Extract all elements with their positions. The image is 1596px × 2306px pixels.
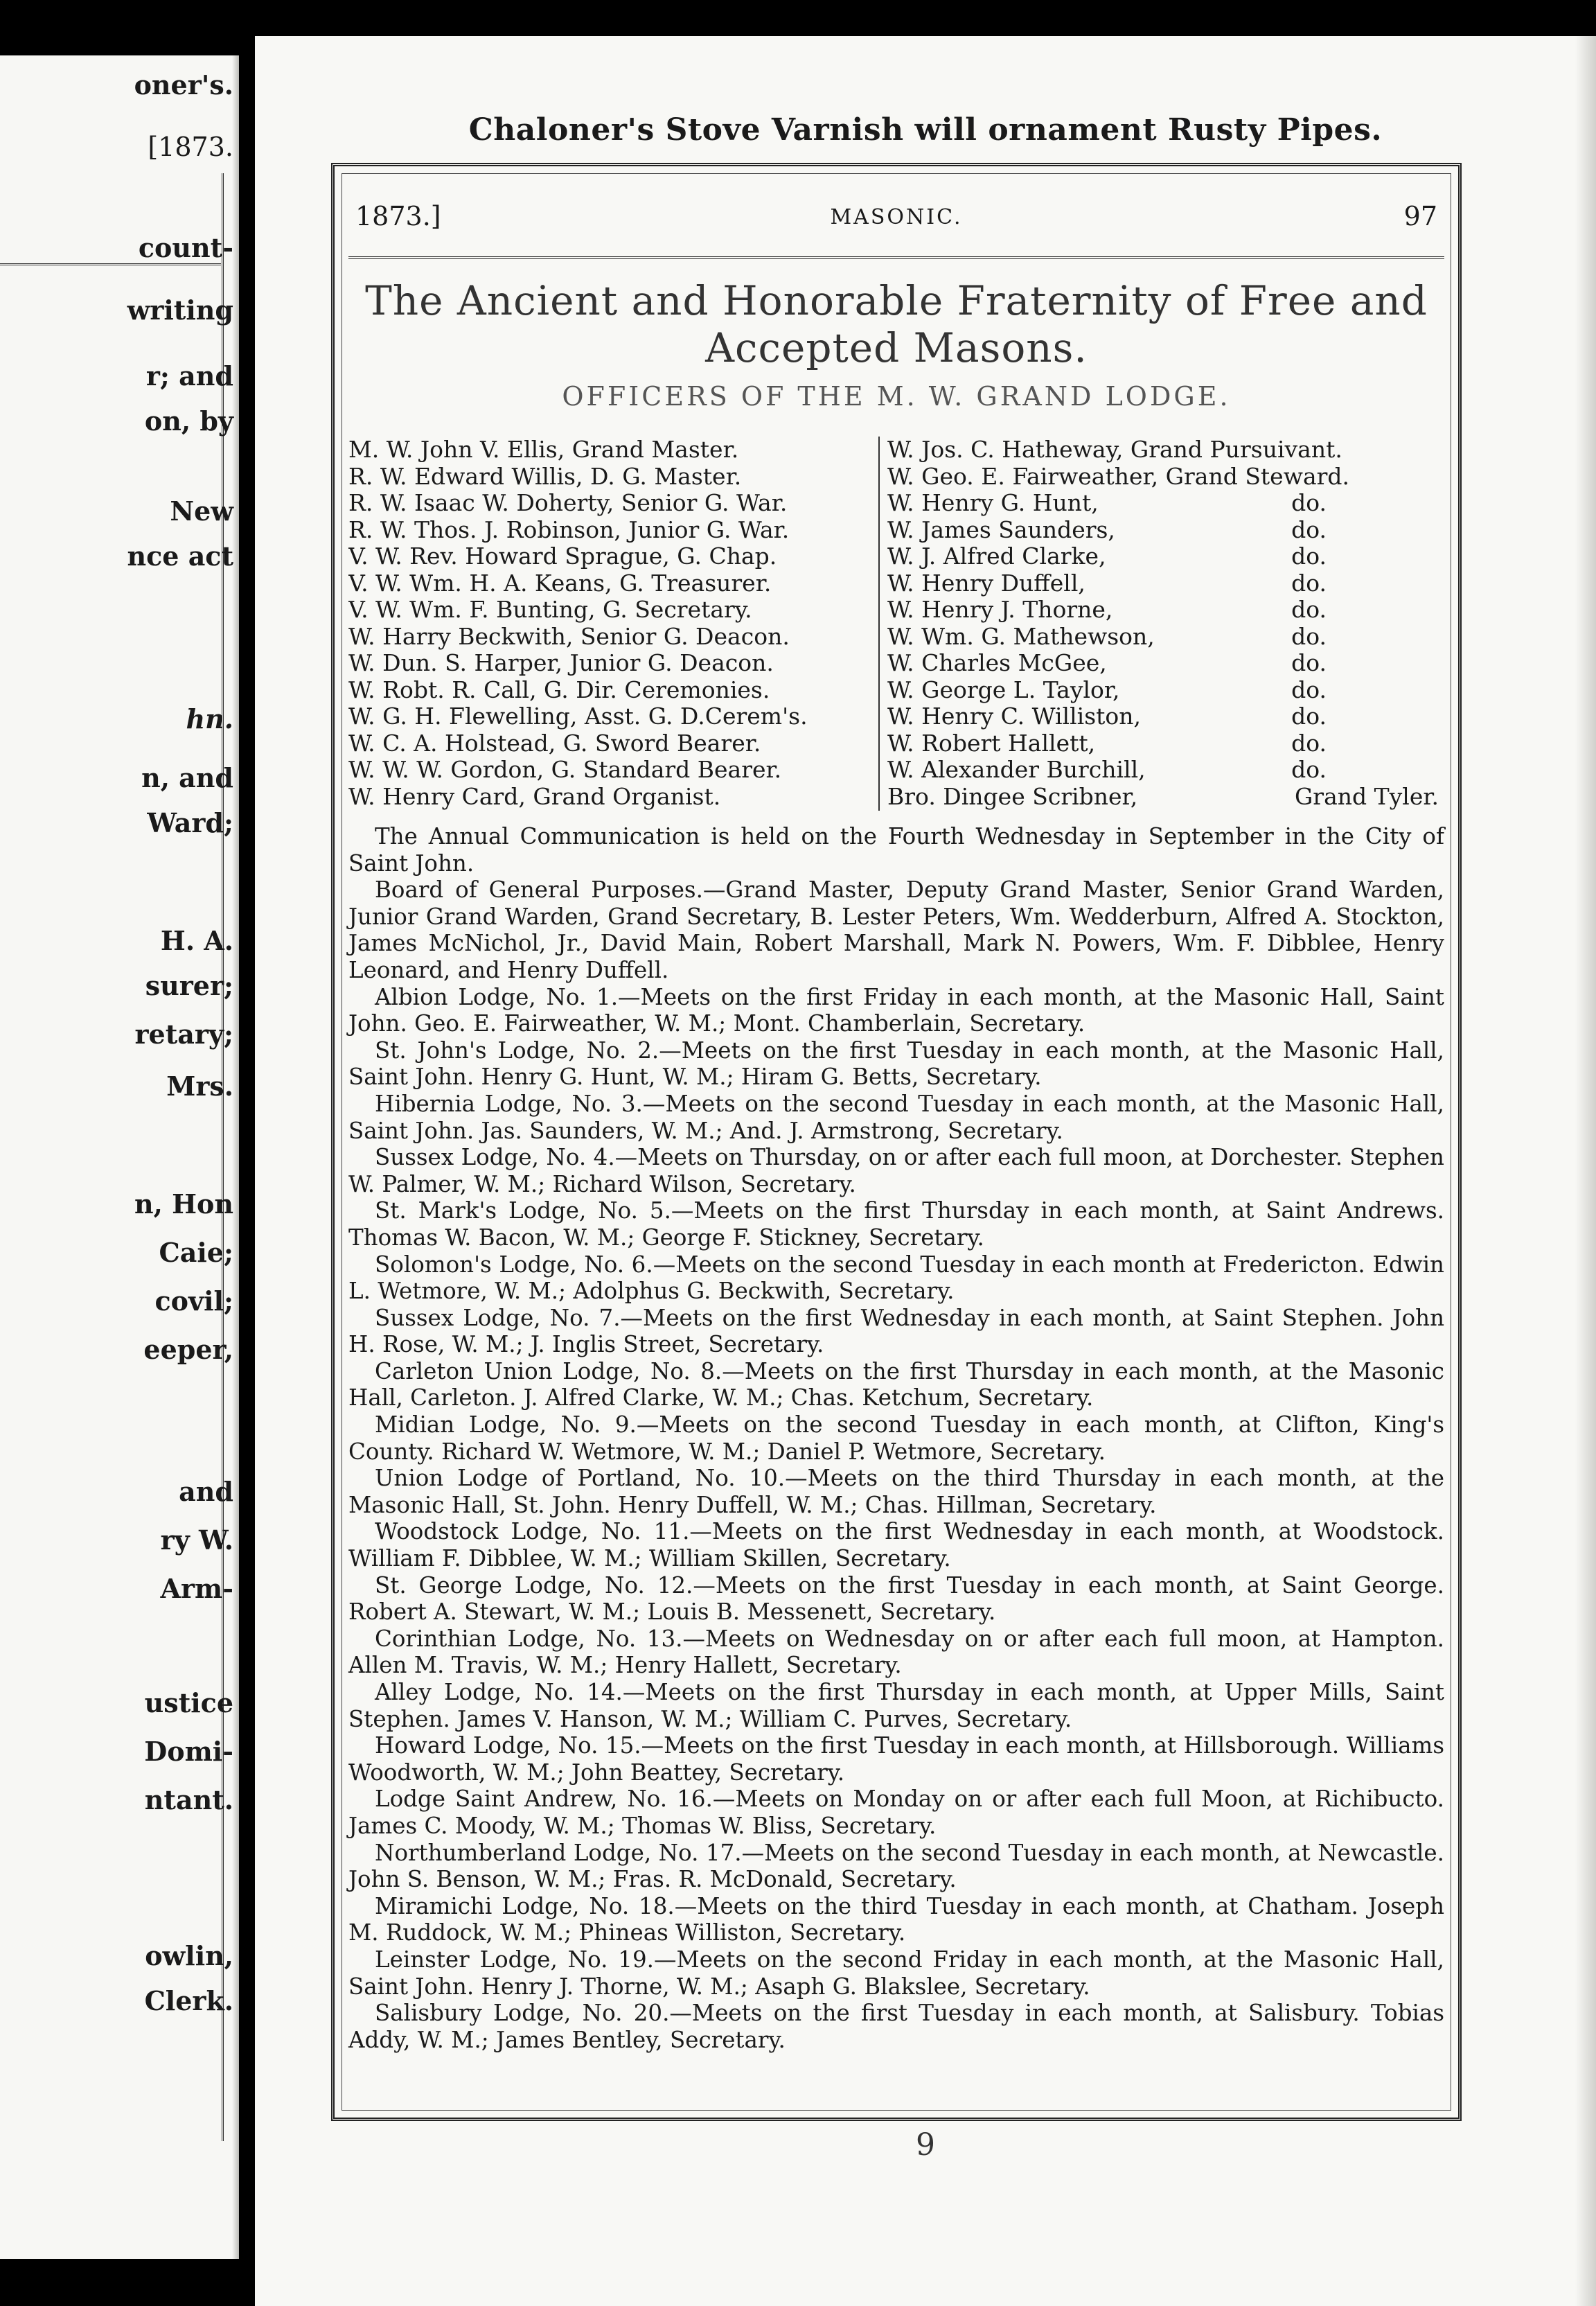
officer-left-entry: W. C. A. Holstead, G. Sword Bearer. bbox=[348, 730, 761, 757]
page-number: 97 bbox=[1403, 201, 1437, 231]
officer-right-name: W. Jos. C. Hatheway, Grand Pursuivant. bbox=[887, 436, 1342, 463]
left-page-fragment: ry W. bbox=[160, 1524, 233, 1556]
officer-right-name: W. Henry G. Hunt, bbox=[887, 489, 1099, 516]
section-subtitle: OFFICERS OF THE M. W. GRAND LODGE. bbox=[562, 381, 1231, 412]
officer-row bbox=[348, 677, 1444, 704]
left-page bbox=[0, 55, 239, 2259]
officer-right-entry bbox=[887, 624, 1444, 651]
lodge-paragraph: Leinster Lodge, No. 19.—Meets on the second Friday in each month, at the Masonic Hall, Saint John. Henry J. Thorne, W. M.; Asaph G. Blakslee, Secretary. bbox=[348, 1946, 1444, 2000]
running-header bbox=[355, 201, 1437, 243]
lodge-listings bbox=[348, 823, 1444, 2053]
left-page-fragment: ntant. bbox=[144, 1784, 233, 1815]
officer-right-position: do. bbox=[1291, 703, 1327, 730]
officer-right-entry bbox=[887, 757, 1444, 784]
signature-mark: 9 bbox=[916, 2127, 935, 2163]
left-page-fragment: count- bbox=[138, 232, 233, 263]
left-page-fragment: Domi- bbox=[144, 1736, 233, 1767]
officer-right-position: do. bbox=[1291, 543, 1327, 570]
officer-right-position: do. bbox=[1291, 516, 1327, 543]
officer-right-position: do. bbox=[1291, 622, 1327, 650]
officer-row bbox=[348, 784, 1444, 811]
officer-right-name: W. Charles McGee, bbox=[887, 649, 1107, 676]
officer-right-name: W. Robert Hallett, bbox=[887, 729, 1096, 757]
left-page-fragment: ustice bbox=[144, 1687, 233, 1718]
officer-right-name: W. Wm. G. Mathewson, bbox=[887, 622, 1155, 650]
officer-right-position: Grand Tyler. bbox=[1294, 782, 1439, 810]
officer-right-entry bbox=[887, 570, 1444, 597]
lodge-paragraph: St. Mark's Lodge, No. 5.—Meets on the first Thursday in each month, at Saint Andrews. Thomas W. Bacon, W. M.; George F. Stickney, Secretary. bbox=[348, 1197, 1444, 1251]
left-page-fragment: owlin, bbox=[145, 1940, 233, 1971]
officer-right-position: do. bbox=[1291, 596, 1327, 623]
lodge-paragraph: Salisbury Lodge, No. 20.—Meets on the first Tuesday in each month, at Salisbury. Tobias Addy, W. M.; James Bentley, Secretary. bbox=[348, 2000, 1444, 2053]
officer-right-position: do. bbox=[1291, 489, 1327, 516]
officer-right-position: do. bbox=[1291, 729, 1327, 757]
header-rule bbox=[348, 256, 1444, 259]
article-title: The Ancient and Honorable Fraternity of Free and Accepted Masons. bbox=[365, 277, 1428, 371]
officer-left-entry: W. W. W. Gordon, G. Standard Bearer. bbox=[348, 757, 782, 783]
officer-right-name: W. Alexander Burchill, bbox=[887, 756, 1146, 783]
left-page-fragment: hn. bbox=[186, 703, 233, 734]
lodge-paragraph: Carleton Union Lodge, No. 8.—Meets on the first Thursday in each month, at the Masonic Hall, Carleton. J. Alfred Clarke, W. M.; Chas. Ketchum, Secretary. bbox=[348, 1357, 1444, 1411]
left-page-fragment: covil; bbox=[154, 1285, 233, 1317]
officer-left-entry: W. Robt. R. Call, G. Dir. Ceremonies. bbox=[348, 676, 770, 703]
left-page-fragment: on, by bbox=[144, 405, 233, 437]
lodge-paragraph: Miramichi Lodge, No. 18.—Meets on the third Tuesday in each month, at Chatham. Joseph M. Ruddock, W. M.; Phineas Williston, Secretary. bbox=[348, 1892, 1444, 1946]
officers-list bbox=[348, 437, 1444, 810]
board-paragraph: Board of General Purposes.—Grand Master, Deputy Grand Master, Senior Grand Warden, Junior Grand Warden, Grand Secretary, B. Lester Peters, Wm. Wedderburn, Alfred A. Stockton, James McNichol, Jr., David Main, Robert Marshall, Mark N. Powers, Wm. F. Dibblee, Henry Leonard, and Henry Duffell. bbox=[348, 877, 1444, 983]
lodge-paragraph: Solomon's Lodge, No. 6.—Meets on the second Tuesday in each month at Fredericton. Edwin L. Wetmore, W. M.; Adolphus G. Beckwith, Secretary. bbox=[348, 1251, 1444, 1305]
officer-right-entry bbox=[887, 543, 1444, 570]
officer-left-entry: W. G. H. Flewelling, Asst. G. D.Cerem's. bbox=[348, 703, 808, 730]
officer-right-position: do. bbox=[1291, 569, 1327, 597]
lodge-paragraph: Northumberland Lodge, No. 17.—Meets on the second Tuesday in each month, at Newcastle. John S. Benson, W. M.; Fras. R. McDonald, Secretary. bbox=[348, 1839, 1444, 1893]
officer-row bbox=[348, 517, 1444, 544]
officer-left-entry: R. W. Edward Willis, D. G. Master. bbox=[348, 463, 742, 490]
lodge-paragraph: Hibernia Lodge, No. 3.—Meets on the second Tuesday in each month, at the Masonic Hall, Saint John. Jas. Saunders, W. M.; And. J. Armstrong, Secretary. bbox=[348, 1090, 1444, 1144]
officer-row bbox=[348, 464, 1444, 491]
left-page-fragment: n, and bbox=[141, 762, 233, 793]
page-frame bbox=[331, 163, 1462, 2121]
officer-row bbox=[348, 730, 1444, 757]
officer-row bbox=[348, 570, 1444, 597]
left-page-fragment: Caie; bbox=[159, 1237, 233, 1268]
lodge-paragraph: Howard Lodge, No. 15.—Meets on the first Tuesday in each month, at Hillsborough. Williams Woodworth, W. M.; John Beattey, Secretary. bbox=[348, 1732, 1444, 1786]
officer-row bbox=[348, 650, 1444, 677]
officer-right-entry bbox=[887, 464, 1444, 491]
left-page-fragment: writing bbox=[127, 294, 233, 326]
officer-left-entry: V. W. Wm. H. A. Keans, G. Treasurer. bbox=[348, 570, 772, 597]
officer-left-entry: W. Henry Card, Grand Organist. bbox=[348, 783, 721, 810]
right-page bbox=[255, 36, 1596, 2306]
lodge-paragraph: Sussex Lodge, No. 7.—Meets on the first Wednesday in each month, at Saint Stephen. John H. Rose, W. M.; J. Inglis Street, Secretary. bbox=[348, 1304, 1444, 1358]
officer-right-position: do. bbox=[1291, 649, 1327, 676]
officer-row bbox=[348, 624, 1444, 651]
left-page-fragment: surer; bbox=[145, 970, 233, 1001]
left-page-fragment: H. A. bbox=[160, 925, 233, 956]
officer-right-entry bbox=[887, 437, 1444, 464]
left-page-fragment: and bbox=[179, 1476, 233, 1507]
officer-right-entry bbox=[887, 784, 1444, 811]
officer-row bbox=[348, 757, 1444, 784]
officer-row bbox=[348, 703, 1444, 730]
officer-row bbox=[348, 597, 1444, 624]
left-page-border bbox=[222, 173, 224, 2141]
left-page-fragment: Clerk. bbox=[144, 1985, 233, 2016]
left-page-fragment: r; and bbox=[145, 360, 233, 391]
left-page-fragment: Mrs. bbox=[166, 1071, 233, 1102]
officer-right-name: W. George L. Taylor, bbox=[887, 676, 1120, 703]
officer-right-name: W. Geo. E. Fairweather, Grand Steward. bbox=[887, 462, 1350, 490]
left-page-fragment: retary; bbox=[134, 1019, 233, 1050]
officer-right-name: W. James Saunders, bbox=[887, 516, 1115, 543]
officer-left-entry: W. Harry Beckwith, Senior G. Deacon. bbox=[348, 623, 790, 650]
lodge-paragraph: Woodstock Lodge, No. 11.—Meets on the first Wednesday in each month, at Woodstock. William F. Dibblee, W. M.; William Skillen, Secretary. bbox=[348, 1518, 1444, 1572]
lodge-paragraph: St. George Lodge, No. 12.—Meets on the first Tuesday in each month, at Saint George. Robert A. Stewart, W. M.; Louis B. Messenett, Secretary. bbox=[348, 1572, 1444, 1626]
officer-left-entry: V. W. Rev. Howard Sprague, G. Chap. bbox=[348, 543, 777, 570]
lodge-paragraph: Corinthian Lodge, No. 13.—Meets on Wednesday on or after each full moon, at Hampton. Allen M. Travis, W. M.; Henry Hallett, Secretary. bbox=[348, 1625, 1444, 1679]
lodge-paragraph: Albion Lodge, No. 1.—Meets on the first Friday in each month, at the Masonic Hall, Saint John. Geo. E. Fairweather, W. M.; Mont. Chamberlain, Secretary. bbox=[348, 983, 1444, 1037]
left-page-fragment: oner's. bbox=[134, 69, 233, 100]
annual-communication-paragraph: The Annual Communication is held on the Fourth Wednesday in September in the City of Saint John. bbox=[348, 823, 1444, 877]
officer-right-entry bbox=[887, 490, 1444, 517]
left-page-fragment: Ward; bbox=[147, 807, 233, 838]
officer-right-name: W. J. Alfred Clarke, bbox=[887, 543, 1106, 570]
lodge-paragraph: St. John's Lodge, No. 2.—Meets on the first Tuesday in each month, at the Masonic Hall, Saint John. Henry G. Hunt, W. M.; Hiram G. Betts, Secretary. bbox=[348, 1037, 1444, 1091]
lodge-paragraph: Alley Lodge, No. 14.—Meets on the first Thursday in each month, at Upper Mills, Saint Stephen. James V. Hanson, W. M.; William C. Purves, Secretary. bbox=[348, 1679, 1444, 1732]
left-page-fragment: nce act bbox=[127, 540, 233, 572]
officer-right-entry bbox=[887, 677, 1444, 704]
lodge-paragraph: Midian Lodge, No. 9.—Meets on the second Tuesday in each month, at Clifton, King's County. Richard W. Wetmore, W. M.; Daniel P. Wetmore, Secretary. bbox=[348, 1411, 1444, 1465]
officer-row bbox=[348, 437, 1444, 464]
officer-right-name: W. Henry Duffell, bbox=[887, 569, 1085, 597]
officer-row bbox=[348, 543, 1444, 570]
officer-left-entry: R. W. Thos. J. Robinson, Junior G. War. bbox=[348, 516, 790, 543]
lodge-paragraph: Union Lodge of Portland, No. 10.—Meets on the third Thursday in each month, at the Masonic Hall, St. John. Henry Duffell, W. M.; Chas. Hillman, Secretary. bbox=[348, 1465, 1444, 1518]
page-edge-shadow bbox=[1575, 36, 1596, 2306]
officer-right-position: do. bbox=[1291, 676, 1327, 703]
left-page-fragment: [1873. bbox=[148, 132, 233, 162]
officer-left-entry: M. W. John V. Ellis, Grand Master. bbox=[348, 437, 739, 463]
left-page-fragment: n, Hon bbox=[134, 1188, 233, 1220]
lodge-paragraph: Sussex Lodge, No. 4.—Meets on Thursday, on or after each full moon, at Dorchester. Stephen W. Palmer, W. M.; Richard Wilson, Secretary. bbox=[348, 1144, 1444, 1197]
officer-row bbox=[348, 490, 1444, 517]
left-page-fragment: Arm- bbox=[160, 1573, 233, 1604]
officer-right-entry bbox=[887, 730, 1444, 757]
officer-right-entry bbox=[887, 703, 1444, 730]
officer-right-position: do. bbox=[1291, 756, 1327, 783]
officer-right-entry bbox=[887, 597, 1444, 624]
officer-left-entry: V. W. Wm. F. Bunting, G. Secretary. bbox=[348, 597, 752, 623]
left-page-fragment: New bbox=[170, 495, 233, 527]
header-year: 1873.] bbox=[355, 201, 441, 231]
officer-right-name: W. Henry C. Williston, bbox=[887, 703, 1142, 730]
officer-left-entry: W. Dun. S. Harper, Junior G. Deacon. bbox=[348, 650, 774, 676]
officer-right-name: Bro. Dingee Scribner, bbox=[887, 782, 1138, 810]
officer-left-entry: R. W. Isaac W. Doherty, Senior G. War. bbox=[348, 490, 788, 516]
officer-right-name: W. Henry J. Thorne, bbox=[887, 596, 1113, 623]
header-section: MASONIC. bbox=[830, 205, 963, 229]
left-page-rule bbox=[0, 263, 221, 265]
officer-right-entry bbox=[887, 650, 1444, 677]
left-page-fragment: eeper, bbox=[143, 1334, 233, 1365]
lodge-paragraph: Lodge Saint Andrew, No. 16.—Meets on Monday on or after each full Moon, at Richibucto. James C. Moody, W. M.; Thomas W. Bliss, Secretary. bbox=[348, 1786, 1444, 1839]
officer-right-entry bbox=[887, 517, 1444, 544]
advertisement-banner: Chaloner's Stove Varnish will ornament Rusty Pipes. bbox=[468, 112, 1383, 148]
